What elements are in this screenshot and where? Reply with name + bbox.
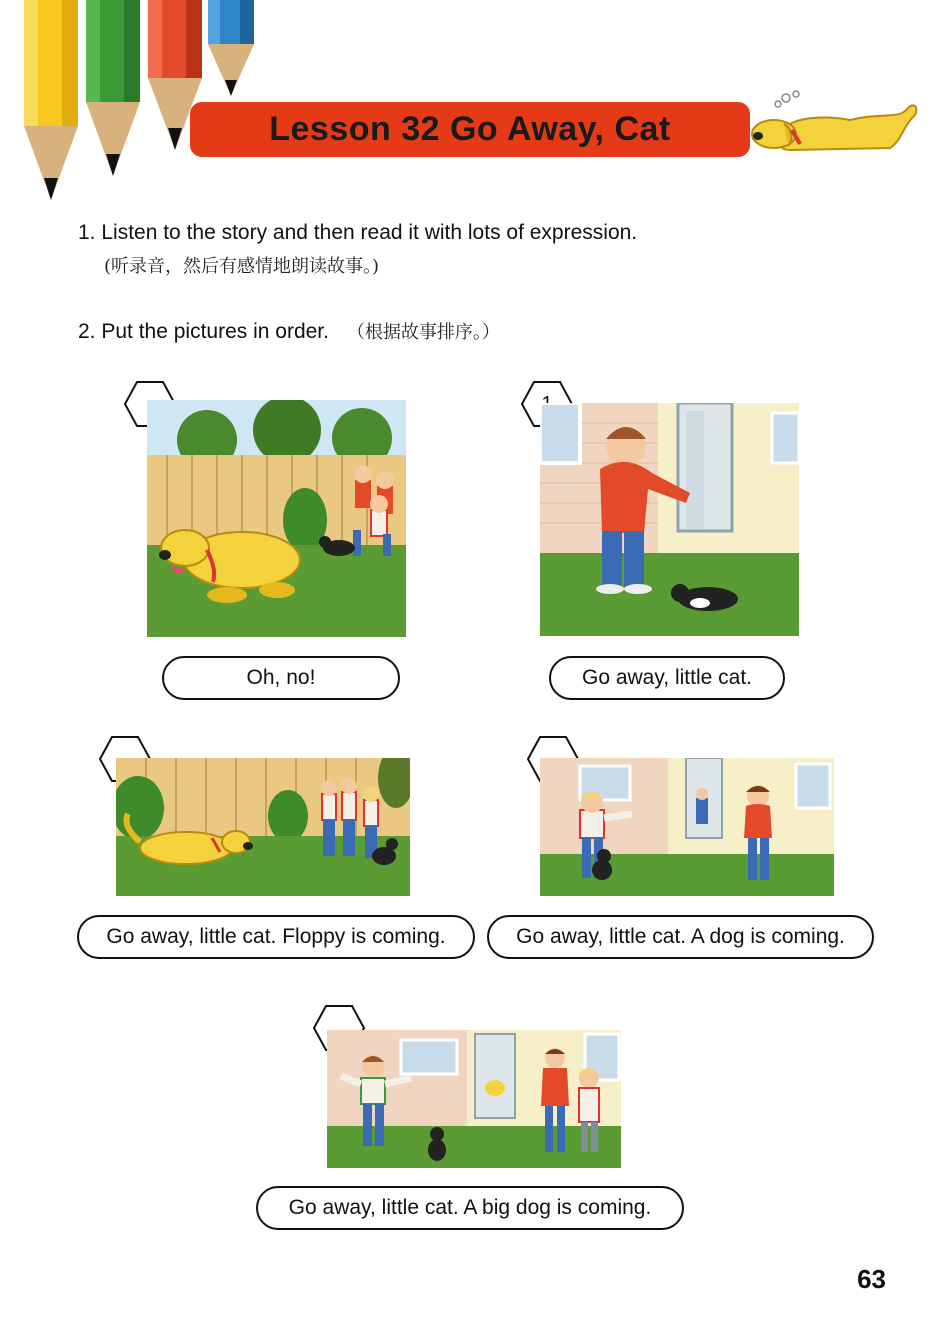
picture-dog-is-coming [540,758,834,896]
caption-oh-no: Oh, no! [162,656,400,700]
page-number: 63 [857,1264,886,1294]
caption-go-away-little-cat: Go away, little cat. [549,656,785,700]
yellow-pencil-icon [24,0,78,200]
instruction-2 [78,318,500,344]
sleeping-dog-icon [750,90,922,160]
blue-pencil-icon [208,0,254,96]
picture-big-dog-coming [327,1030,621,1168]
picture-floppy-coming [116,758,410,896]
instruction-1: 1. Listen to the story and then read it with lots of expression. [78,221,638,244]
green-pencil-icon [86,0,140,176]
lesson-title-banner [190,102,750,157]
caption-a-dog-is-coming: Go away, little cat. A dog is coming. [487,915,874,959]
caption-a-big-dog-is-coming: Go away, little cat. A big dog is coming. [256,1186,684,1230]
caption-floppy-is-coming: Go away, little cat. Floppy is coming. [77,915,475,959]
instruction-2-translation: （根据故事排序。） [346,322,500,343]
instruction-1-translation: (听录音，然后有感情地朗读故事。) [104,256,380,277]
picture-boy-and-cat [540,403,799,636]
picture-dog-running [147,400,406,637]
lesson-title: Lesson 32 Go Away, Cat [269,110,671,148]
instruction-2-text: 2. Put the pictures in order. [78,320,329,343]
